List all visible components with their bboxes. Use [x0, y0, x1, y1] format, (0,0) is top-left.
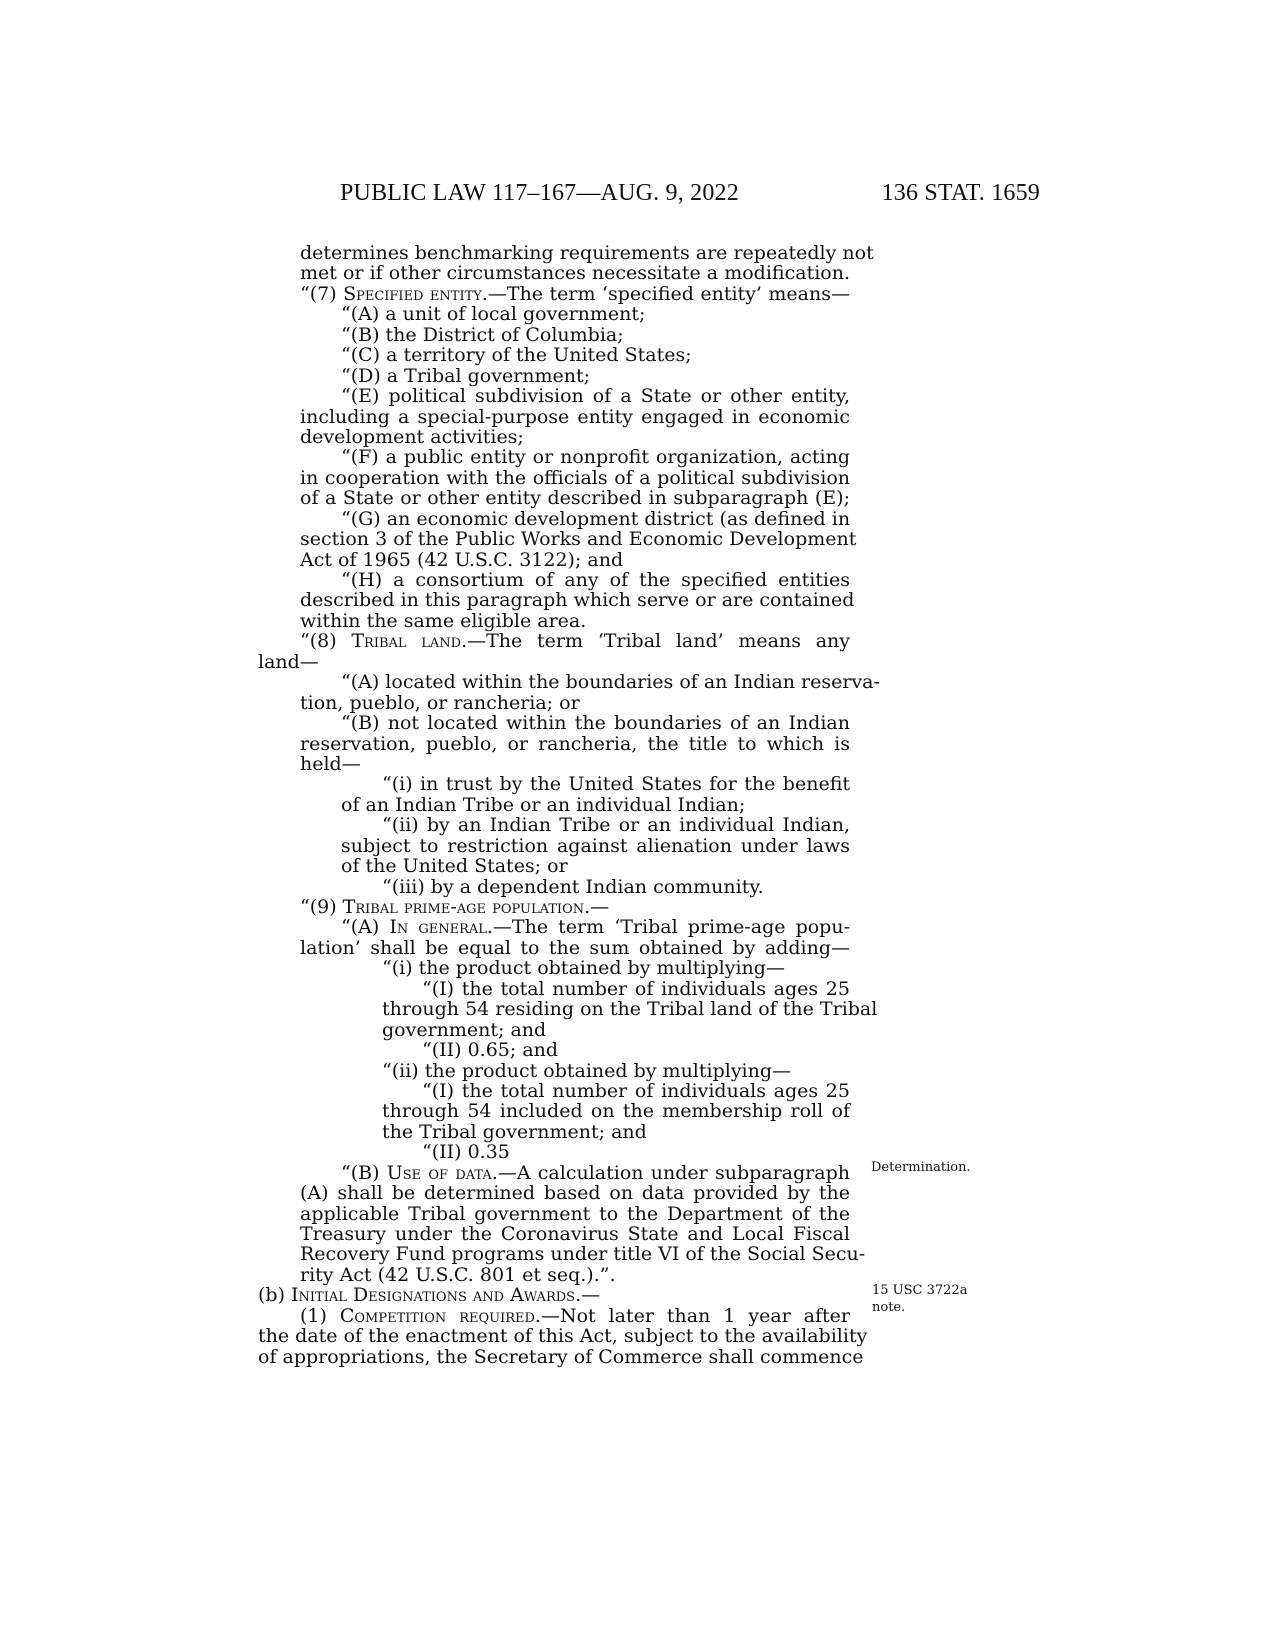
text-line: “(C) a territory of the United States;	[341, 344, 692, 367]
margin-note-usc-line: note.	[872, 1300, 906, 1315]
text-line: in cooperation with the officials of a political subdivision	[300, 466, 850, 489]
text-line: through 54 residing on the Tribal land of the Tribal	[382, 998, 878, 1021]
text-line: the date of the enactment of this Act, subject to the availability	[258, 1325, 868, 1348]
text-line: development activities;	[300, 425, 524, 448]
text-line: “(A) located within the boundaries of an Indian reserva-	[341, 671, 880, 694]
text-line: “(I) the total number of individuals ages 25	[422, 977, 850, 1000]
text-line: including a special-purpose entity engaged in economic	[300, 405, 850, 428]
text-line: of an Indian Tribe or an individual Indian;	[341, 793, 746, 816]
text-line: “(A) a unit of local government;	[341, 303, 646, 326]
subsection-b-heading: (b) Initial Designations and Awards.—	[258, 1284, 601, 1307]
page-header	[340, 180, 1040, 220]
paragraph-9-heading: “(9) Tribal prime-age population.—	[300, 896, 610, 918]
text-line: the Tribal government; and	[382, 1120, 647, 1143]
page-header-stat-number: 136 STAT. 1659	[881, 180, 1040, 206]
text-line: through 54 included on the membership roll of	[382, 1100, 850, 1123]
text-line: government; and	[382, 1018, 547, 1041]
paragraph-8-heading: “(8) Tribal land.—The term ‘Tribal land’ means any	[300, 630, 851, 653]
text-line: “(G) an economic development district (as defined in	[341, 507, 851, 530]
text-line: “(E) political subdivision of a State or other entity,	[341, 385, 850, 408]
text-line: “(iii) by a dependent Indian community.	[382, 875, 764, 898]
statute-body	[258, 242, 880, 1368]
text-line: “(II) 0.65; and	[422, 1039, 559, 1062]
paragraph-7-heading: “(7) Specified entity.—The term ‘specified entity’ means—	[300, 282, 850, 305]
text-line: section 3 of the Public Works and Economic Development	[300, 528, 857, 551]
margin-note-determination: Determination.	[871, 1160, 971, 1175]
text-line: tion, pueblo, or rancheria; or	[300, 691, 580, 714]
text-line: “(D) a Tribal government;	[341, 364, 591, 387]
text-line: of a State or other entity described in subparagraph (E);	[300, 487, 850, 510]
text-line: reservation, pueblo, or rancheria, the title to which is	[300, 732, 850, 755]
text-line: (A) shall be determined based on data provided by the	[300, 1182, 850, 1205]
subparagraph-b-heading: “(B) Use of data.—A calculation under subparagraph	[341, 1161, 850, 1184]
text-line: met or if other circumstances necessitate a modification.	[300, 262, 850, 285]
text-line: “(ii) by an Indian Tribe or an individual Indian,	[382, 814, 850, 837]
text-line: lation’ shall be equal to the sum obtained by adding—	[300, 936, 850, 959]
text-line: of appropriations, the Secretary of Commerce shall commence	[258, 1345, 864, 1368]
text-line: “(ii) the product obtained by multiplying—	[382, 1059, 792, 1082]
paragraph-1-heading: (1) Competition required.—Not later than 1 year after	[300, 1304, 850, 1327]
text-line: Treasury under the Coronavirus State and Local Fiscal	[300, 1223, 850, 1245]
text-line: “(I) the total number of individuals ages 25	[422, 1079, 850, 1102]
text-line: rity Act (42 U.S.C. 801 et seq.).”.	[300, 1263, 616, 1286]
text-line: “(i) in trust by the United States for the benefit	[382, 773, 850, 796]
text-line: “(F) a public entity or nonprofit organization, acting	[341, 446, 850, 469]
text-line: described in this paragraph which serve or are contained	[300, 589, 855, 612]
margin-note-usc-line: 15 USC 3722a	[872, 1283, 968, 1298]
subparagraph-a-heading: “(A) In general.—The term ‘Tribal prime-age popu-	[341, 916, 850, 939]
text-line: land—	[258, 650, 319, 673]
text-line: “(H) a consortium of any of the specified entities	[341, 569, 850, 591]
text-line: within the same eligible area.	[300, 609, 587, 632]
text-line: applicable Tribal government to the Department of the	[300, 1202, 850, 1225]
margin-note-usc-citation	[872, 1282, 967, 1316]
text-line: “(B) the District of Columbia;	[341, 323, 624, 346]
page-header-title: PUBLIC LAW 117–167—AUG. 9, 2022	[340, 180, 739, 206]
text-line: held—	[300, 752, 361, 775]
text-line: subject to restriction against alienation under laws	[341, 834, 850, 857]
text-line: determines benchmarking requirements are repeatedly not	[300, 242, 874, 264]
text-line: Act of 1965 (42 U.S.C. 3122); and	[300, 548, 624, 571]
text-line: “(i) the product obtained by multiplying—	[382, 957, 785, 980]
text-line: of the United States; or	[341, 855, 568, 878]
text-line: “(B) not located within the boundaries of an Indian	[341, 712, 850, 735]
text-line: Recovery Fund programs under title VI of the Social Secu-	[300, 1243, 866, 1266]
text-line: “(II) 0.35	[422, 1141, 510, 1164]
